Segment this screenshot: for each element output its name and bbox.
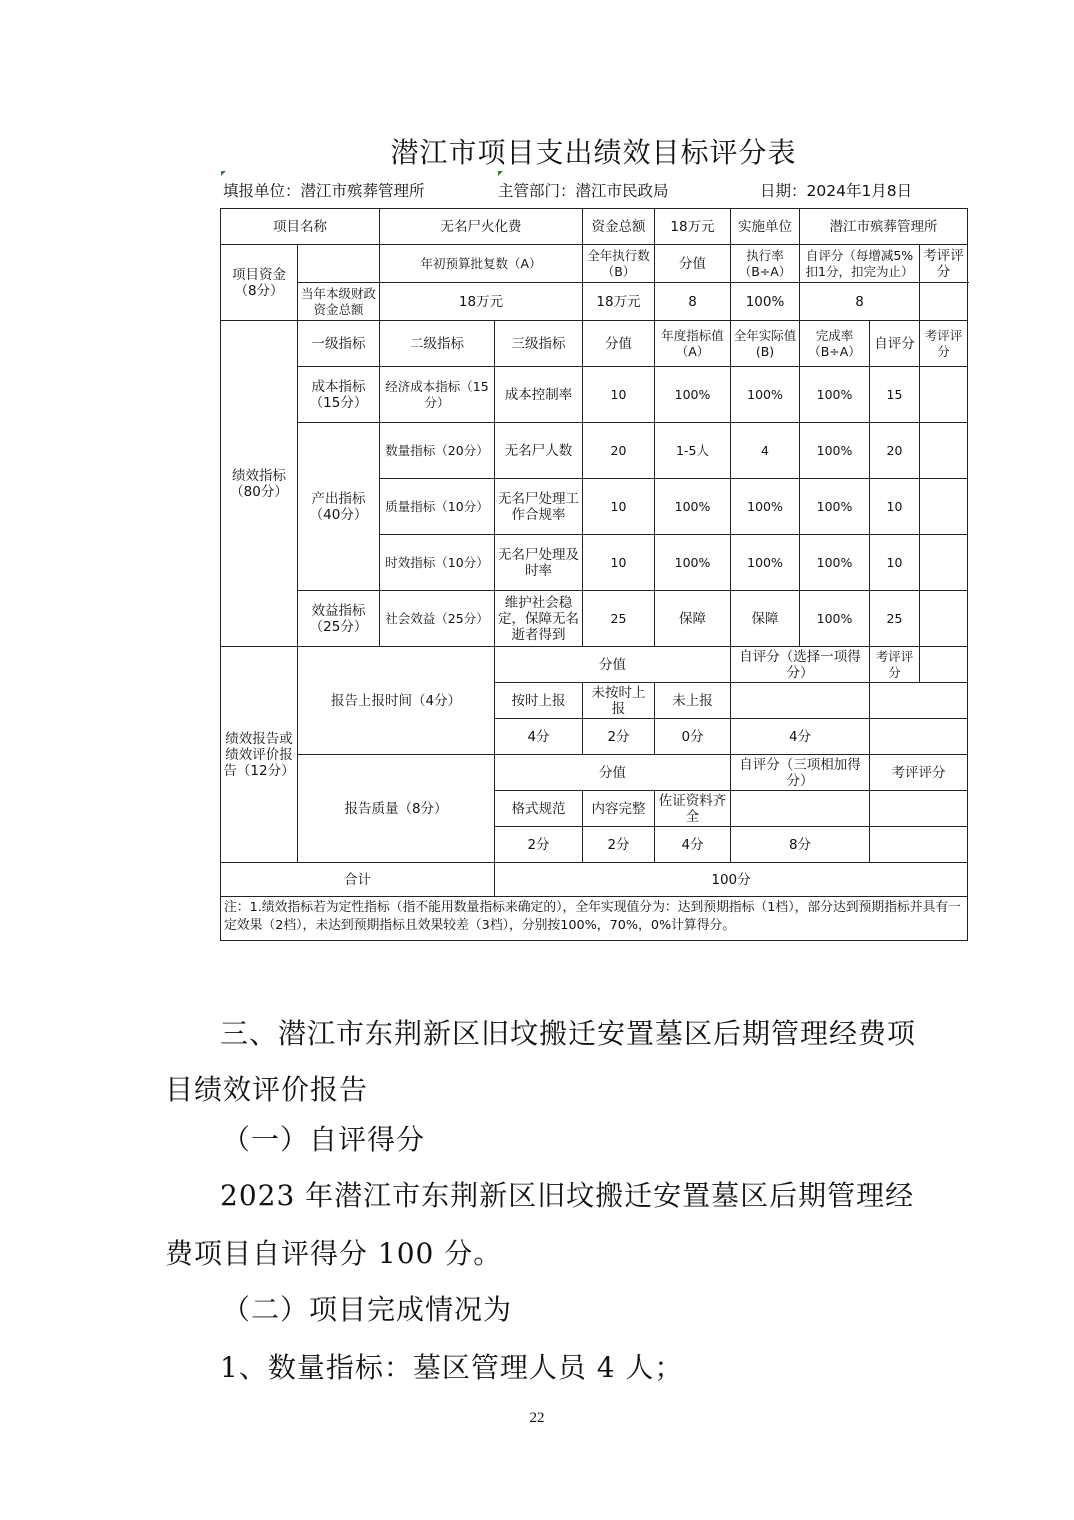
total-row — [221, 863, 968, 897]
report-time-review-blank — [870, 683, 968, 719]
fund-total-label: 资金总额 — [583, 209, 655, 245]
section-heading-line2: 目绩效评价报告 — [165, 1073, 369, 1106]
perf-actual: 保障 — [731, 591, 800, 647]
funds-rate: 100% — [731, 283, 800, 321]
perf-self: 10 — [870, 535, 920, 591]
funds-b: 18万元 — [583, 283, 655, 321]
perf-l2: 数量指标（20分） — [380, 423, 495, 479]
report-time-score-header: 分值 — [495, 647, 731, 683]
report-time-self: 4分 — [731, 719, 870, 755]
funds-col-b: 全年执行数（B） — [583, 245, 655, 283]
perf-l2: 质量指标（10分） — [380, 479, 495, 535]
funds-self: 8 — [800, 283, 920, 321]
perf-score: 10 — [583, 535, 655, 591]
perf-target: 100% — [655, 367, 731, 423]
project-name: 无名尸火化费 — [380, 209, 583, 245]
perf-l1: 产出指标（40分） — [298, 423, 380, 591]
perf-self: 15 — [870, 367, 920, 423]
project-row — [221, 209, 968, 245]
list-item: 1、数量指标：墓区管理人员 4 人； — [220, 1351, 684, 1384]
report-quality-score-header: 分值 — [495, 755, 731, 791]
report-quality-self-header: 自评分（三项相加得分） — [731, 755, 870, 791]
perf-l3: 成本控制率 — [495, 367, 583, 423]
perf-h-l2: 二级指标 — [380, 321, 495, 367]
report-time-review-blank — [920, 647, 968, 683]
report-quality-self-blank — [731, 791, 870, 827]
funds-data-row — [221, 283, 968, 321]
perf-review — [920, 535, 968, 591]
perf-h-l3: 三级指标 — [495, 321, 583, 367]
perf-header-row — [221, 321, 968, 367]
impl-unit-label: 实施单位 — [731, 209, 800, 245]
report-quality-option: 格式规范 — [495, 791, 583, 827]
report-quality-value: 4分 — [655, 827, 731, 863]
report-time-header-row — [221, 647, 968, 683]
report-time-option: 按时上报 — [495, 683, 583, 719]
report-quality-option: 内容完整 — [583, 791, 655, 827]
perf-self: 20 — [870, 423, 920, 479]
perf-l3: 无名尸人数 — [495, 423, 583, 479]
funds-score: 8 — [655, 283, 731, 321]
perf-label: 绩效指标（80分） — [221, 321, 298, 647]
department: 主管部门：潜江市民政局 — [498, 182, 669, 200]
perf-h-score: 分值 — [583, 321, 655, 367]
section-heading-line1: 三、潜江市东荆新区旧坟搬迁安置墓区后期管理经费项 — [220, 1017, 917, 1050]
report-quality-review-header: 考评评分 — [870, 755, 968, 791]
subheading-completion: （二）项目完成情况为 — [222, 1293, 513, 1326]
total-value: 100分 — [495, 863, 968, 897]
table-row — [221, 591, 968, 647]
perf-review — [920, 423, 968, 479]
total-label: 合计 — [221, 863, 495, 897]
perf-review — [920, 591, 968, 647]
funds-a: 18万元 — [380, 283, 583, 321]
note-row — [221, 897, 968, 941]
funds-col-self: 自评分（每增减5%扣1分，扣完为止） — [800, 245, 920, 283]
perf-actual: 100% — [731, 479, 800, 535]
fill-unit: 填报单位：潜江市殡葬管理所 — [223, 182, 425, 200]
perf-actual: 4 — [731, 423, 800, 479]
paragraph-line1: 2023 年潜江市东荆新区旧坟搬迁安置墓区后期管理经 — [220, 1179, 915, 1212]
table-title: 潜江市项目支出绩效目标评分表 — [390, 136, 797, 169]
report-quality-review — [870, 827, 968, 863]
perf-l1: 成本指标（15分） — [298, 367, 380, 423]
score-table — [220, 208, 968, 941]
report-quality-value: 2分 — [495, 827, 583, 863]
paragraph-line2: 费项目自评得分 100 分。 — [165, 1237, 503, 1270]
report-time-value: 2分 — [583, 719, 655, 755]
perf-l2: 社会效益（25分） — [380, 591, 495, 647]
funds-col-rate: 执行率（B÷A） — [731, 245, 800, 283]
perf-score: 10 — [583, 367, 655, 423]
perf-h-review: 考评评分 — [920, 321, 968, 367]
perf-score: 20 — [583, 423, 655, 479]
report-quality-header-row — [221, 755, 968, 791]
perf-h-l1: 一级指标 — [298, 321, 380, 367]
perf-h-actual: 全年实际值(B) — [731, 321, 800, 367]
perf-l3: 无名尸处理及时率 — [495, 535, 583, 591]
report-time-option: 未上报 — [655, 683, 731, 719]
report-quality-label: 报告质量（8分） — [298, 755, 495, 863]
page-number: 22 — [529, 1410, 545, 1426]
report-time-review — [870, 719, 968, 755]
funds-blank — [298, 245, 380, 283]
perf-rate: 100% — [800, 479, 870, 535]
report-time-self-blank — [731, 683, 870, 719]
perf-l2: 经济成本指标（15分） — [380, 367, 495, 423]
perf-score: 25 — [583, 591, 655, 647]
report-date: 日期：2024年1月8日 — [760, 182, 913, 200]
perf-l2: 时效指标（10分） — [380, 535, 495, 591]
funds-header-row — [221, 245, 968, 283]
perf-l3: 无名尸处理工作合规率 — [495, 479, 583, 535]
perf-target: 1-5人 — [655, 423, 731, 479]
perf-target: 100% — [655, 479, 731, 535]
perf-review — [920, 367, 968, 423]
perf-rate: 100% — [800, 591, 870, 647]
project-name-label: 项目名称 — [221, 209, 380, 245]
perf-l3: 维护社会稳定，保障无名逝者得到 — [495, 591, 583, 647]
perf-review — [920, 479, 968, 535]
perf-target: 保障 — [655, 591, 731, 647]
perf-target: 100% — [655, 535, 731, 591]
perf-actual: 100% — [731, 535, 800, 591]
report-time-value: 0分 — [655, 719, 731, 755]
report-time-label: 报告上报时间（4分） — [298, 647, 495, 755]
report-time-value: 4分 — [495, 719, 583, 755]
funds-row-label: 当年本级财政资金总额 — [298, 283, 380, 321]
perf-self: 10 — [870, 479, 920, 535]
report-time-review-header: 考评评分 — [870, 647, 920, 683]
report-quality-value: 2分 — [583, 827, 655, 863]
report-quality-option: 佐证资料齐全 — [655, 791, 731, 827]
perf-rate: 100% — [800, 535, 870, 591]
table-row — [221, 423, 968, 479]
fund-total: 18万元 — [655, 209, 731, 245]
subheading-self-score: （一）自评得分 — [222, 1123, 426, 1156]
report-quality-self: 8分 — [731, 827, 870, 863]
perf-self: 25 — [870, 591, 920, 647]
report-time-self-header: 自评分（选择一项得分） — [731, 647, 870, 683]
perf-rate: 100% — [800, 367, 870, 423]
funds-label: 项目资金（8分） — [221, 245, 298, 321]
perf-h-self: 自评分 — [870, 321, 920, 367]
impl-unit: 潜江市殡葬管理所 — [800, 209, 968, 245]
funds-review — [920, 283, 968, 321]
funds-col-score: 分值 — [655, 245, 731, 283]
perf-score: 10 — [583, 479, 655, 535]
perf-l1: 效益指标（25分） — [298, 591, 380, 647]
performance-score-sheet — [220, 130, 967, 942]
perf-h-target: 年度指标值（A） — [655, 321, 731, 367]
report-quality-review-blank — [870, 791, 968, 827]
funds-col-a: 年初预算批复数（A） — [380, 245, 583, 283]
report-time-option: 未按时上报 — [583, 683, 655, 719]
perf-rate: 100% — [800, 423, 870, 479]
perf-actual: 100% — [731, 367, 800, 423]
funds-col-review: 考评评分 — [920, 245, 968, 283]
table-row — [221, 367, 968, 423]
table-note: 注：1.绩效指标若为定性指标（指不能用数量指标来确定的），全年实现值分为：达到预期指标（1档），部分达到预期指标并具有一定效果（2档），未达到预期指标且效果较差（3档），分别按100%，70%，0%计算得分。 — [221, 897, 968, 941]
report-label: 绩效报告或绩效评价报告（12分） — [221, 647, 298, 863]
perf-h-rate: 完成率（B÷A） — [800, 321, 870, 367]
